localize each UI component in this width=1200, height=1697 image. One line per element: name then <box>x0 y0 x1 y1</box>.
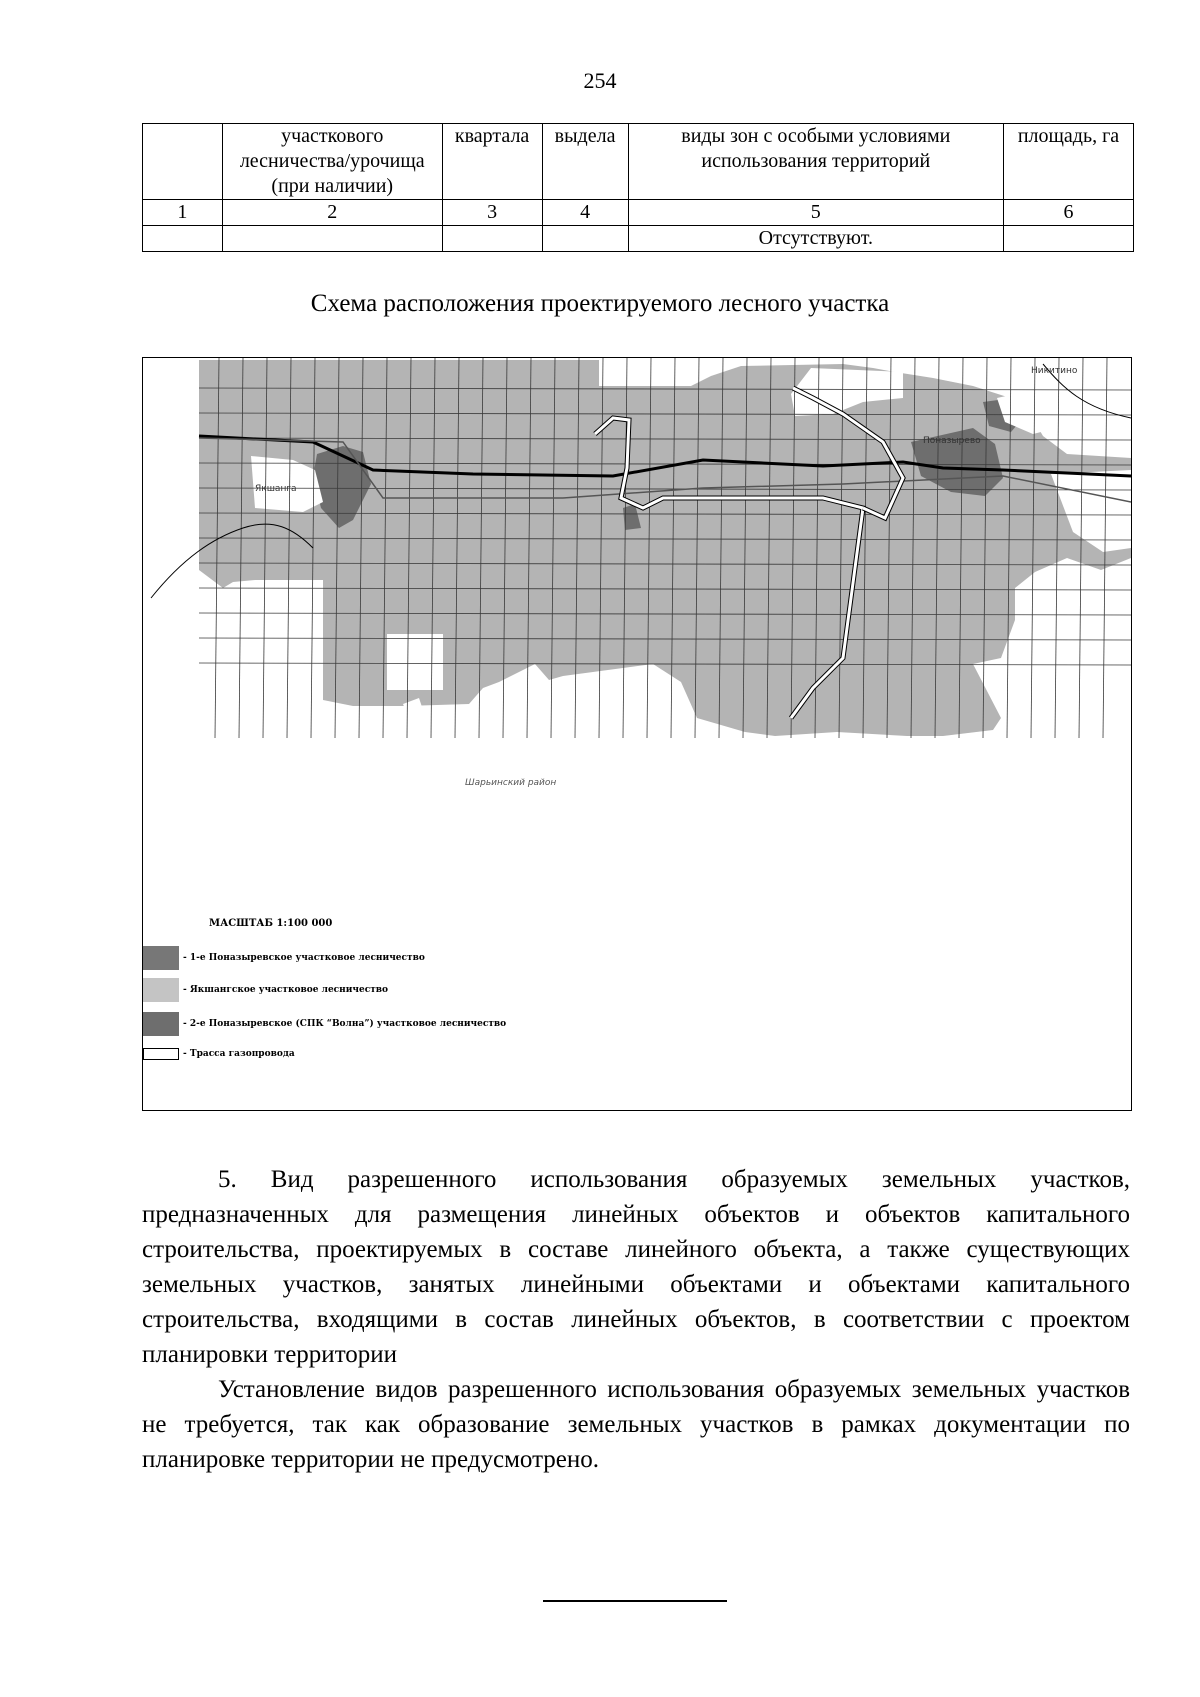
column-number: 4 <box>542 200 628 226</box>
region-label: Шарьинский район <box>465 778 557 788</box>
column-number: 5 <box>628 200 1003 226</box>
place-label: Поназырево <box>923 436 981 446</box>
table-header-cell: выдела <box>542 124 628 200</box>
table-header-row <box>143 124 1134 200</box>
table-header-cell: участкового лесничества/урочища (при наличии) <box>222 124 442 200</box>
table-cell <box>143 226 223 252</box>
table-cell <box>542 226 628 252</box>
table-header-cell: площадь, га <box>1004 124 1134 200</box>
place-label: Никитино <box>1031 366 1078 376</box>
section-paragraph: Установление видов разрешенного использования образуемых земельных участков не требуется, так как образование земельных участков в рамках документации по планировке территории не предусмотрено. <box>142 1376 1130 1473</box>
page-number: 254 <box>583 68 617 93</box>
legend-label: - Якшангское участковое лесничество <box>183 985 389 995</box>
column-number: 3 <box>442 200 542 226</box>
legend-label: - Трасса газопровода <box>183 1049 295 1059</box>
table-cell <box>1004 226 1134 252</box>
legend-item <box>143 978 388 1002</box>
settlement-clearing <box>1015 594 1027 606</box>
column-number: 1 <box>143 200 223 226</box>
table-header-cell: виды зон с особыми условиями использования территорий <box>628 124 1003 200</box>
legend-swatch <box>143 978 179 1002</box>
column-number: 6 <box>1004 200 1134 226</box>
legend-item <box>143 1012 506 1036</box>
forest-area <box>199 360 599 388</box>
table-row <box>143 226 1134 252</box>
table-header-cell: квартала <box>442 124 542 200</box>
legend-swatch <box>143 946 179 970</box>
legend-item <box>143 1042 295 1066</box>
legend-item <box>143 946 425 970</box>
table-cell <box>442 226 542 252</box>
legend-swatch <box>143 1012 179 1036</box>
section-5 <box>142 1162 1130 1477</box>
place-label: Якшанга <box>255 484 297 494</box>
legend-label: - 2-е Поназыревское (СПК “Волна”) участковое лесничество <box>183 1019 507 1029</box>
legend-swatch <box>143 1048 179 1060</box>
parcel-table <box>142 123 1134 252</box>
table-header-cell <box>143 124 223 200</box>
map-frame <box>142 357 1132 1111</box>
legend-label: - 1-е Поназыревское участковое лесничество <box>183 953 425 963</box>
legend-scale: МАСШТАБ 1:100 000 <box>209 918 333 929</box>
column-number: 2 <box>222 200 442 226</box>
schema-title: Схема расположения проектируемого лесного участка <box>310 290 890 317</box>
end-divider <box>543 1600 727 1602</box>
table-number-row <box>143 200 1134 226</box>
table-cell: Отсутствуют. <box>628 226 1003 252</box>
section-heading: 5. Вид разрешенного использования образуемых земельных участков, предназначенных для размещения линейных объектов и объектов капитального строительства, проектируемых в составе линейного объекта, а также существующих земельных участков, занятых линейными объектами и объектами капитального строительства, входящими в состав линейных объектов, в соответствии с проектом планировки территории <box>142 1166 1130 1368</box>
table-cell <box>222 226 442 252</box>
settlement-clearing <box>387 634 443 690</box>
